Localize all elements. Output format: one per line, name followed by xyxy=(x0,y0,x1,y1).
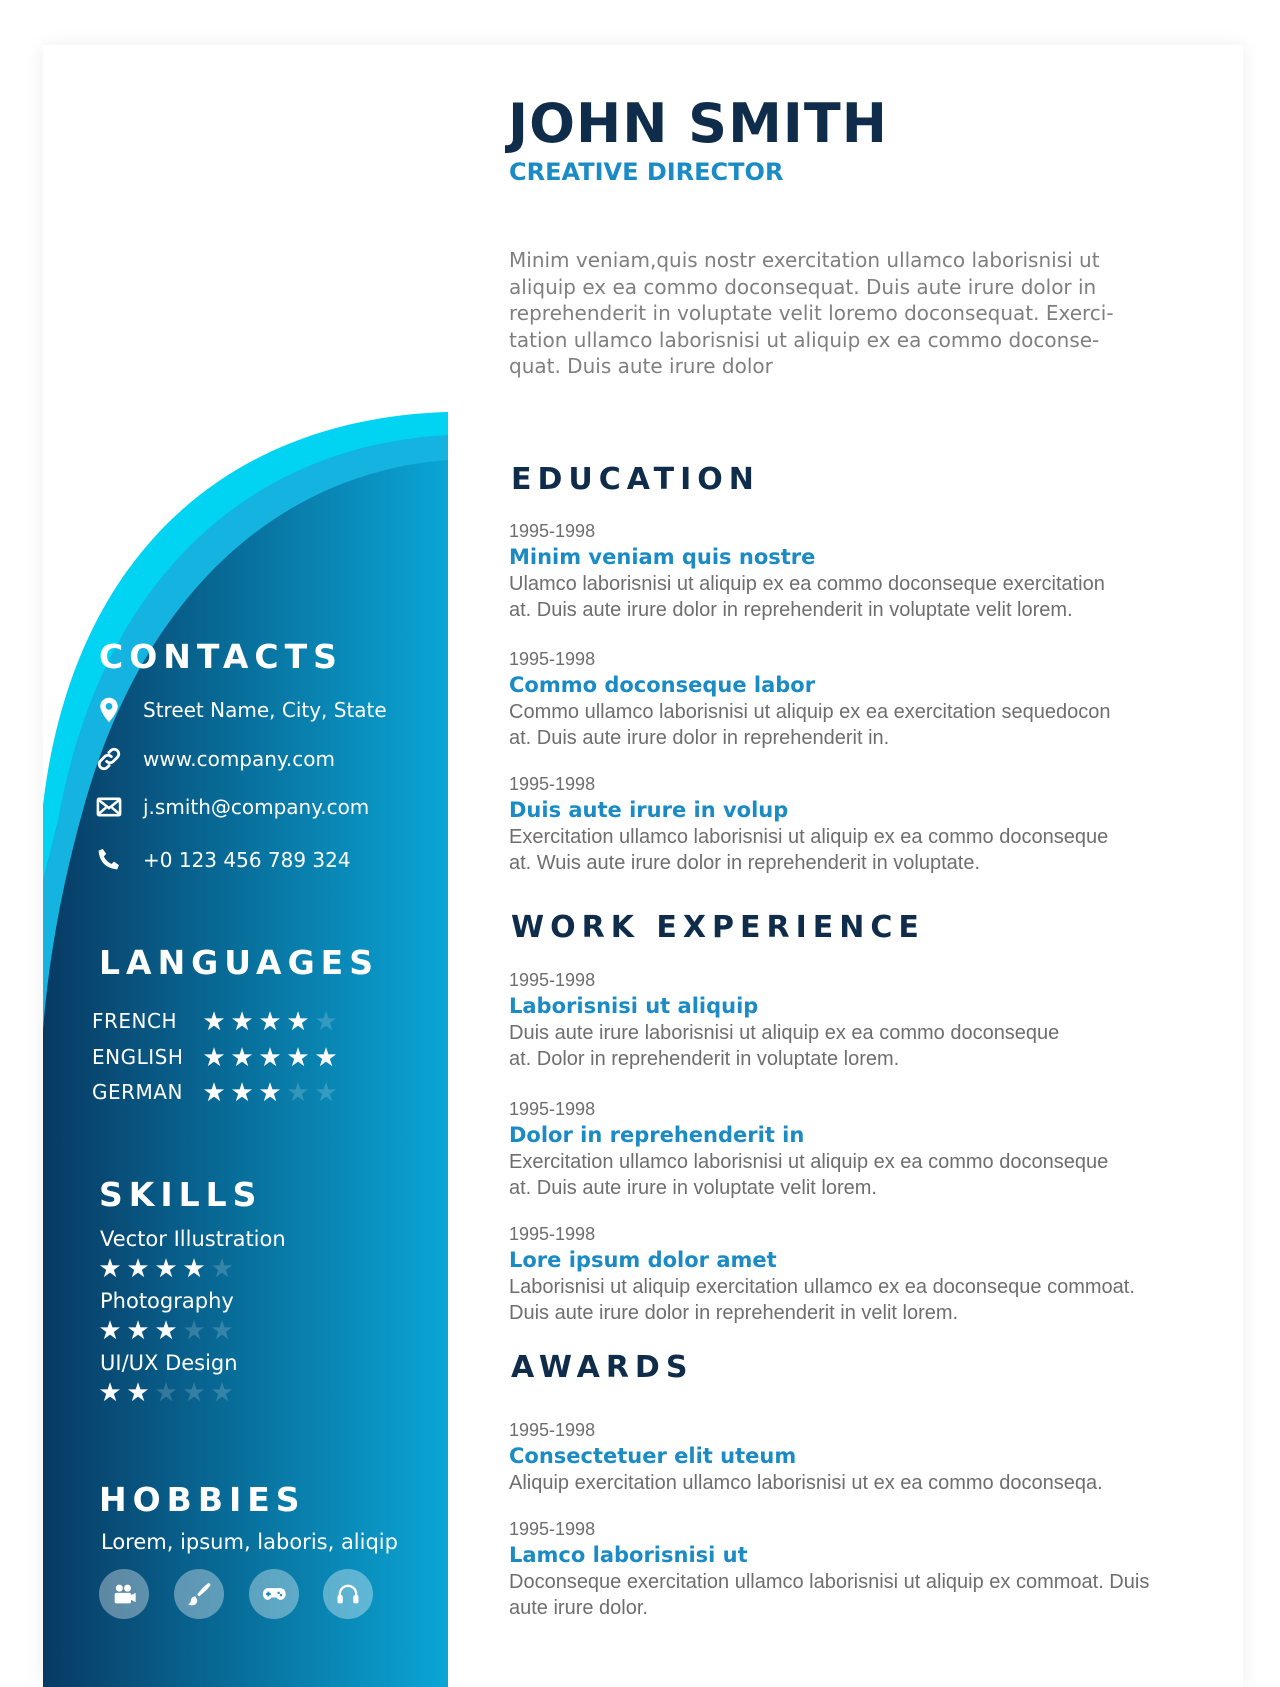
entry-date: 1995-1998 xyxy=(509,521,596,541)
entry-title: Consectetuer elit uteum xyxy=(509,1444,797,1468)
description-line: at. Duis aute irure dolor in reprehenderit in voluptate velit lorem. xyxy=(509,599,1073,621)
star-filled-icon: ★ xyxy=(126,1315,150,1345)
entry-title: Lamco laborisnisi ut xyxy=(509,1543,748,1567)
entry-date: 1995-1998 xyxy=(509,1420,596,1440)
entry-description xyxy=(509,571,1189,623)
entry-date: 1995-1998 xyxy=(509,774,596,794)
education-entry xyxy=(509,647,1189,751)
entry-description xyxy=(509,1274,1189,1326)
candidate-role: CREATIVE DIRECTOR xyxy=(509,158,784,186)
entry-date: 1995-1998 xyxy=(509,1099,596,1119)
star-filled-icon: ★ xyxy=(258,1042,282,1072)
language-name: ENGLISH xyxy=(92,1045,184,1069)
description-line: at. Duis aute irure in voluptate velit lorem. xyxy=(509,1177,877,1199)
description-line: Aliquip exercitation ullamco laborisnisi ut ex ea commo doconseqa. xyxy=(509,1472,1103,1494)
star-empty-icon: ★ xyxy=(182,1377,206,1407)
entry-description xyxy=(509,1470,1189,1496)
star-filled-icon: ★ xyxy=(258,1077,282,1107)
description-line: Duis aute irure dolor in reprehenderit in velit lorem. xyxy=(509,1302,959,1324)
contact-address xyxy=(95,690,387,730)
envelope-icon xyxy=(95,793,123,821)
contact-text: www.company.com xyxy=(143,747,335,771)
entry-date: 1995-1998 xyxy=(509,970,596,990)
contact-text: j.smith@company.com xyxy=(143,795,370,819)
education-entry xyxy=(509,772,1189,876)
languages-heading: LANGUAGES xyxy=(99,943,379,982)
entry-description xyxy=(509,824,1189,876)
entry-description xyxy=(509,1020,1189,1072)
star-filled-icon: ★ xyxy=(154,1253,178,1283)
hobbies-text: Lorem, ipsum, laboris, aliqip xyxy=(101,1530,398,1554)
star-rating xyxy=(96,1255,236,1281)
gamepad-icon xyxy=(249,1569,299,1619)
skill-name: UI/UX Design xyxy=(100,1351,238,1375)
language-item xyxy=(92,1042,340,1072)
description-line: Laborisnisi ut aliquip exercitation ullamco ex ea doconseque commoat. xyxy=(509,1276,1135,1298)
star-filled-icon: ★ xyxy=(154,1315,178,1345)
entry-title: Duis aute irure in volup xyxy=(509,798,789,822)
entry-title: Commo doconseque labor xyxy=(509,673,816,697)
contact-text: +0 123 456 789 324 xyxy=(143,848,351,872)
skill-name: Vector Illustration xyxy=(100,1227,286,1251)
contact-text: Street Name, City, State xyxy=(143,698,387,722)
description-line: at. Dolor in reprehenderit in voluptate lorem. xyxy=(509,1048,900,1070)
entry-description xyxy=(509,1149,1189,1201)
star-filled-icon: ★ xyxy=(202,1077,226,1107)
star-empty-icon: ★ xyxy=(210,1377,234,1407)
candidate-name: JOHN SMITH xyxy=(508,92,888,155)
star-empty-icon: ★ xyxy=(210,1253,234,1283)
skills-heading: SKILLS xyxy=(99,1175,263,1214)
star-empty-icon: ★ xyxy=(286,1077,310,1107)
star-empty-icon: ★ xyxy=(314,1006,338,1036)
contact-email[interactable] xyxy=(95,787,369,827)
phone-icon xyxy=(95,846,123,874)
work-entry xyxy=(509,968,1189,1072)
star-empty-icon: ★ xyxy=(210,1315,234,1345)
entry-date: 1995-1998 xyxy=(509,1224,596,1244)
star-rating xyxy=(96,1317,236,1343)
star-filled-icon: ★ xyxy=(98,1253,122,1283)
work-entry xyxy=(509,1097,1189,1201)
entry-title: Minim veniam quis nostre xyxy=(509,545,816,569)
summary-line: aliquip ex ea commo doconsequat. Duis aute irure dolor in xyxy=(509,274,1097,299)
star-filled-icon: ★ xyxy=(202,1042,226,1072)
summary-line: reprehenderit in voluptate velit loremo doconsequat. Exerci- xyxy=(509,301,1114,325)
star-filled-icon: ★ xyxy=(202,1006,226,1036)
star-filled-icon: ★ xyxy=(182,1253,206,1283)
language-name: GERMAN xyxy=(92,1080,183,1104)
awards-entry xyxy=(509,1418,1189,1496)
contacts-heading: CONTACTS xyxy=(99,637,343,676)
star-rating xyxy=(200,1079,340,1105)
description-line: at. Wuis aute irure dolor in reprehenderit in voluptate. xyxy=(509,852,981,874)
education-heading: EDUCATION xyxy=(511,462,760,497)
contact-website[interactable] xyxy=(95,739,335,779)
description-line: at. Duis aute irure dolor in reprehenderit in. xyxy=(509,727,890,749)
star-empty-icon: ★ xyxy=(314,1077,338,1107)
brush-icon xyxy=(174,1569,224,1619)
awards-heading: AWARDS xyxy=(511,1350,694,1385)
contact-phone[interactable] xyxy=(95,840,351,880)
star-filled-icon: ★ xyxy=(230,1042,254,1072)
star-rating xyxy=(200,1044,340,1070)
star-filled-icon: ★ xyxy=(230,1006,254,1036)
entry-date: 1995-1998 xyxy=(509,649,596,669)
entry-description xyxy=(509,699,1189,751)
star-filled-icon: ★ xyxy=(230,1077,254,1107)
description-line: Commo ullamco laborisnisi ut aliquip ex ea exercitation sequedocon xyxy=(509,701,1111,723)
description-line: Duis aute irure laborisnisi ut aliquip ex ea commo doconseque xyxy=(509,1022,1060,1044)
description-line: Ulamco laborisnisi ut aliquip ex ea commo doconseque exercitation xyxy=(509,573,1105,595)
summary-line: Minim veniam,quis nostr exercitation ullamco laborisnisi ut xyxy=(509,248,1100,272)
entry-title: Dolor in reprehenderit in xyxy=(509,1123,805,1147)
star-empty-icon: ★ xyxy=(154,1377,178,1407)
star-filled-icon: ★ xyxy=(286,1042,310,1072)
work-entry xyxy=(509,1222,1189,1326)
entry-title: Laborisnisi ut aliquip xyxy=(509,994,759,1018)
hobbies-heading: HOBBIES xyxy=(99,1480,306,1519)
education-entry xyxy=(509,519,1189,623)
skill-name: Photography xyxy=(100,1289,234,1313)
star-filled-icon: ★ xyxy=(314,1042,338,1072)
description-line: Doconseque exercitation ullamco laborisnisi ut aliquip ex commoat. Duis xyxy=(509,1571,1150,1593)
summary-line: quat. Duis aute irure dolor xyxy=(509,354,773,378)
entry-date: 1995-1998 xyxy=(509,1519,596,1539)
entry-title: Lore ipsum dolor amet xyxy=(509,1248,777,1272)
language-item xyxy=(92,1006,340,1036)
camera-icon xyxy=(99,1569,149,1619)
description-line: aute irure dolor. xyxy=(509,1597,648,1619)
awards-entry xyxy=(509,1517,1189,1621)
entry-description xyxy=(509,1569,1189,1621)
star-empty-icon: ★ xyxy=(182,1315,206,1345)
star-filled-icon: ★ xyxy=(258,1006,282,1036)
star-filled-icon: ★ xyxy=(98,1377,122,1407)
work-experience-heading: WORK EXPERIENCE xyxy=(511,910,925,945)
star-filled-icon: ★ xyxy=(98,1315,122,1345)
star-rating xyxy=(200,1008,340,1034)
star-rating xyxy=(96,1379,236,1405)
location-pin-icon xyxy=(95,696,123,724)
star-filled-icon: ★ xyxy=(286,1006,310,1036)
headphones-icon xyxy=(323,1569,373,1619)
star-filled-icon: ★ xyxy=(126,1253,150,1283)
language-name: FRENCH xyxy=(92,1009,178,1033)
profile-summary xyxy=(509,247,1184,380)
description-line: Exercitation ullamco laborisnisi ut aliquip ex ea commo doconseque xyxy=(509,826,1109,848)
link-icon xyxy=(95,745,123,773)
description-line: Exercitation ullamco laborisnisi ut aliquip ex ea commo doconseque xyxy=(509,1151,1109,1173)
language-item xyxy=(92,1077,340,1107)
star-filled-icon: ★ xyxy=(126,1377,150,1407)
summary-line: tation ullamco laborisnisi ut aliquip ex ea commo doconse- xyxy=(509,327,1100,352)
